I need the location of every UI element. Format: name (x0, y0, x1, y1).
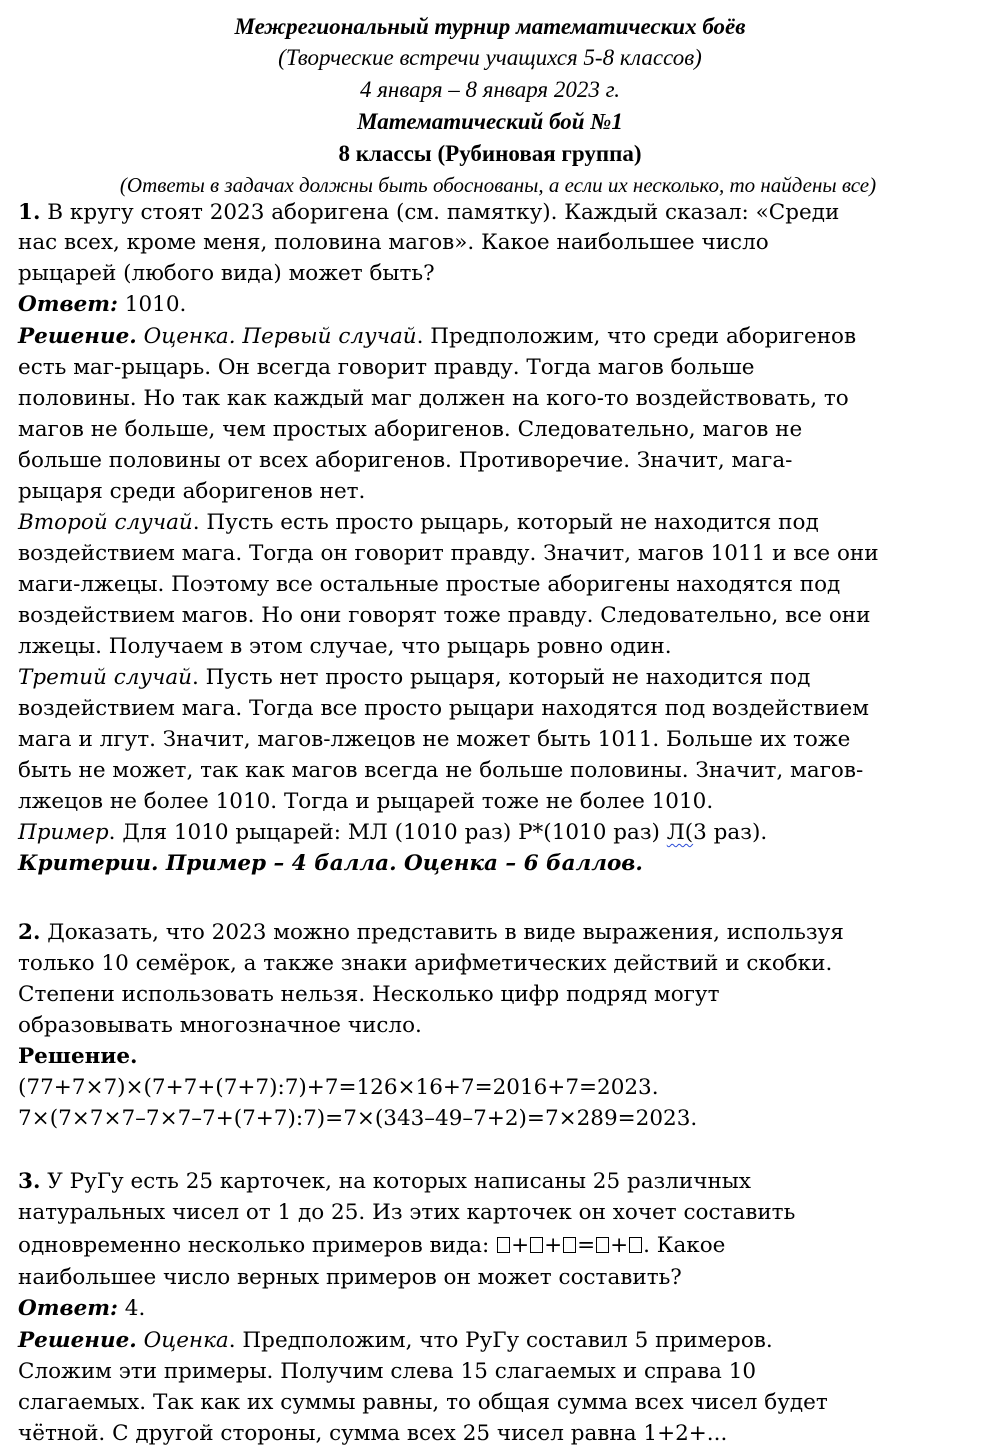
problem-1-solution-line: воздействием мага. Тогда он говорит правду. Значит, магов 1011 и все они (18, 541, 879, 566)
solution-label: Решение. (18, 324, 137, 349)
answers-note: (Ответы в задачах должны быть обоснованы, а если их несколько, то найдены все) (119, 173, 877, 197)
problem-1-solution-line: Второй случай. Пусть есть просто рыцарь, который не находится под (18, 510, 819, 535)
problem-1-condition-line: нас всех, кроме меня, половина магов». Какое наибольшее число (18, 230, 769, 255)
problem-number: 2. (18, 920, 41, 945)
problem-1-criteria: Критерии. Пример – 4 балла. Оценка – 6 баллов. (18, 851, 643, 876)
problem-2-equation: (77+7×7)×(7+7+(7+7):7)+7=126×16+7=2016+7=2023. (18, 1075, 659, 1100)
solution-label: Решение. (18, 1044, 138, 1069)
spellcheck-underline: Л( (666, 820, 694, 845)
problem-1-condition-line: 1. В кругу стоят 2023 аборигена (см. памятку). Каждый сказал: «Среди (18, 200, 840, 225)
problem-3-solution-line: Сложим эти примеры. Получим слева 15 слагаемых и справа 10 (18, 1359, 757, 1384)
problem-2-condition-line: Степени использовать нельзя. Несколько цифр подряд могут (18, 982, 720, 1007)
problem-1-solution-line: воздействием магов. Но они говорят тоже правду. Следовательно, все они (18, 603, 871, 628)
problem-1-solution-line: есть маг-рыцарь. Он всегда говорит правду. Тогда магов больше (18, 355, 755, 380)
problem-3-condition-line: натуральных чисел от 1 до 25. Из этих карточек он хочет составить (18, 1200, 796, 1225)
tournament-dates: 4 января – 8 января 2023 г. (359, 77, 621, 102)
problem-1-solution-line: лжецов не более 1010. Тогда и рыцарей тоже не более 1010. (18, 789, 714, 814)
empty-box-icon (563, 1237, 576, 1253)
problem-1-solution-line: маги-лжецы. Поэтому все остальные простые аборигены находятся под (18, 572, 841, 597)
problem-2-equation: 7×(7×7×7–7×7–7+(7+7):7)=7×(343–49–7+2)=7×289=2023. (18, 1106, 698, 1131)
tournament-subtitle: (Творческие встречи учащихся 5-8 классов) (278, 45, 702, 70)
problem-number: 3. (18, 1169, 41, 1194)
problem-number: 1. (18, 200, 41, 225)
problem-1-solution-line: рыцаря среди аборигенов нет. (18, 479, 366, 504)
empty-box-icon (497, 1237, 510, 1253)
problem-3-solution-line: чётной. С другой стороны, сумма всех 25 чисел равна 1+2+... (18, 1421, 728, 1446)
problem-1-condition-line: рыцарей (любого вида) может быть? (18, 261, 435, 286)
problem-1-solution-line: Третий случай. Пусть нет просто рыцаря, который не находится под (18, 665, 811, 690)
battle-title: Математический бой №1 (357, 109, 623, 134)
problem-1-solution-line: воздействием мага. Тогда все просто рыцари находятся под воздействием (18, 696, 869, 721)
problem-2-condition-line: образовывать многозначное число. (18, 1013, 422, 1038)
problem-1-solution-line: быть не может, так как магов всегда не больше половины. Значит, магов- (18, 758, 864, 783)
solution-label: Решение. (18, 1328, 137, 1353)
problem-2-condition-line: только 10 семёрок, а также знаки арифметических действий и скобки. (18, 951, 833, 976)
problem-3-condition-line: наибольшее число верных примеров он может составить? (18, 1265, 682, 1290)
problem-2-condition-line: 2. Доказать, что 2023 можно представить в виде выражения, используя (18, 920, 844, 945)
problem-1-solution-line: мага и лгут. Значит, магов-лжецов не может быть 1011. Больше их тоже (18, 727, 851, 752)
tournament-title: Межрегиональный турнир математических боёв (234, 14, 746, 39)
problem-3-answer: Ответ: 4. (18, 1296, 146, 1321)
problem-3-condition-line: одновременно несколько примеров вида: + + = + . Какое (18, 1233, 726, 1258)
empty-box-icon (629, 1237, 642, 1253)
empty-box-icon (596, 1237, 609, 1253)
problem-1-solution-line: Решение. Оценка. Первый случай. Предположим, что среди аборигенов (18, 324, 857, 349)
problem-1-solution-line: больше половины от всех аборигенов. Противоречие. Значит, мага- (18, 448, 793, 473)
problem-1-example: Пример. Для 1010 рыцарей: МЛ (1010 раз) Р*(1010 раз) Л(3 раз). (18, 820, 768, 845)
problem-1-answer: Ответ: 1010. (18, 292, 187, 317)
problem-1-solution-line: лжецы. Получаем в этом случае, что рыцарь ровно один. (18, 634, 672, 659)
answer-label: Ответ: (18, 292, 118, 317)
problem-3-solution-line: Решение. Оценка. Предположим, что РуГу составил 5 примеров. (18, 1328, 773, 1353)
empty-box-icon (530, 1237, 543, 1253)
problem-3-solution-line: слагаемых. Так как их суммы равны, то общая сумма всех чисел будет (18, 1390, 828, 1415)
group-title: 8 классы (Рубиновая группа) (338, 141, 642, 166)
problem-1-solution-line: магов не больше, чем простых аборигенов. Следовательно, магов не (18, 417, 803, 442)
answer-label: Ответ: (18, 1296, 118, 1321)
problem-3-condition-line: 3. У РуГу есть 25 карточек, на которых написаны 25 различных (18, 1169, 752, 1194)
problem-1-solution-line: половины. Но так как каждый маг должен на кого-то воздействовать, то (18, 386, 849, 411)
